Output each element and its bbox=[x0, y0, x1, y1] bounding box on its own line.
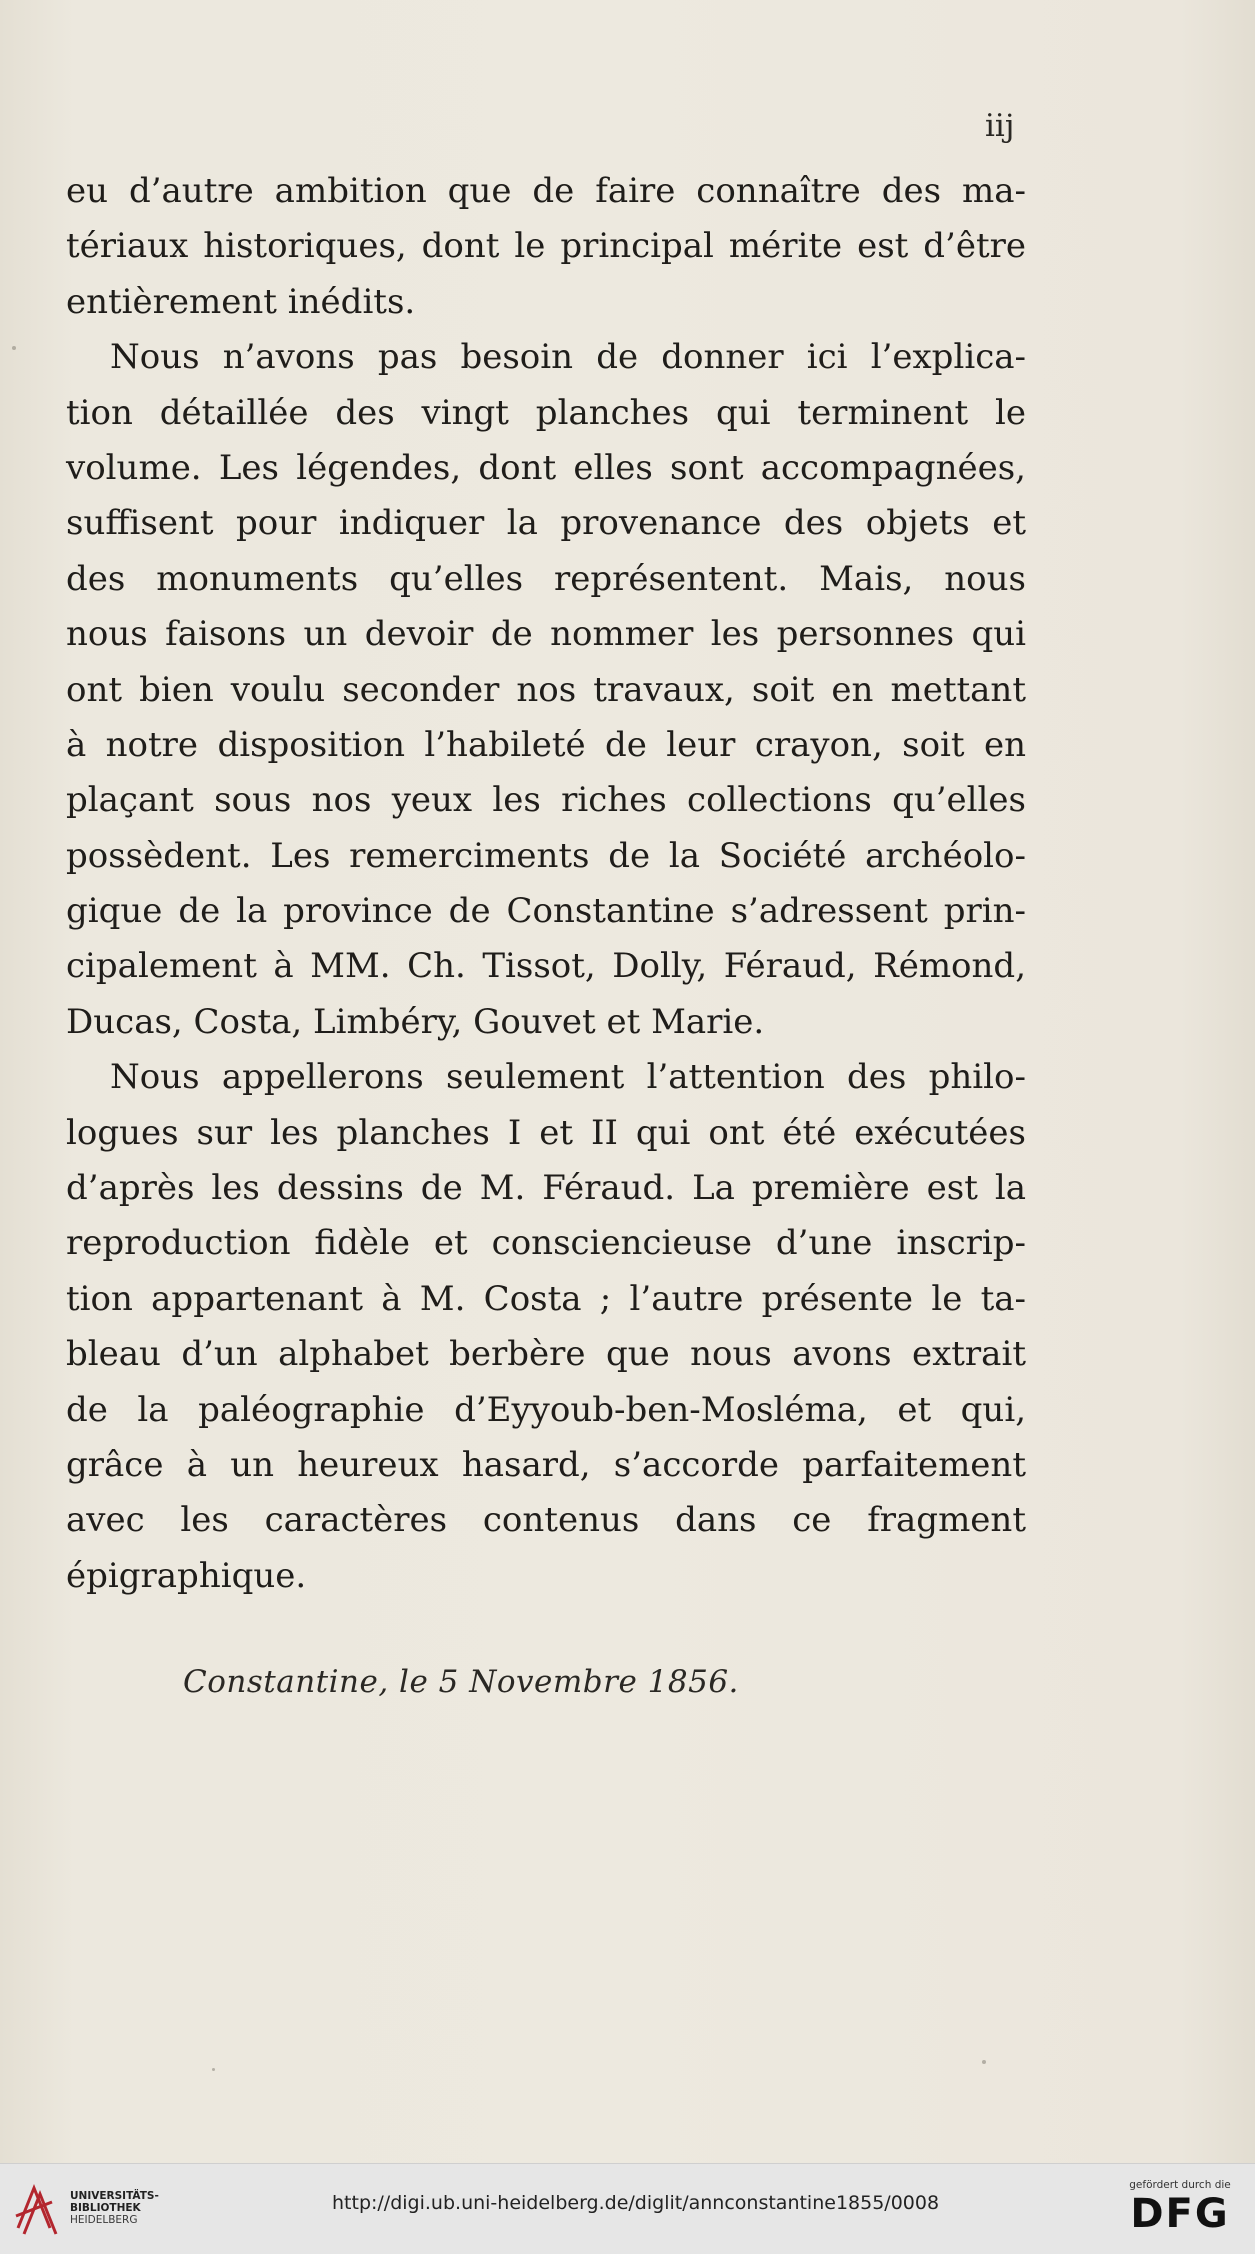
place-date-signature: Constantine, le 5 Novembre 1856. bbox=[183, 1664, 739, 1700]
text-line: tion appartenant à M. Costa ; l’autre présente le ta- bbox=[66, 1278, 1026, 1319]
text-line: reproduction fidèle et consciencieuse d’une inscrip- bbox=[66, 1223, 1026, 1264]
library-logo-icon bbox=[12, 2180, 62, 2238]
library-name bbox=[70, 2190, 159, 2226]
text-line: d’après les dessins de M. Féraud. La première est la bbox=[66, 1168, 1026, 1209]
permalink[interactable]: http://digi.ub.uni-heidelberg.de/diglit/annconstantine1855/0008 bbox=[332, 2192, 940, 2214]
page-number: iij bbox=[985, 108, 1015, 144]
funding-credit bbox=[1115, 2178, 1245, 2236]
text-line: eu d’autre ambition que de faire connaître des ma- bbox=[66, 171, 1026, 211]
text-line: Nous n’avons pas besoin de donner ici l’explica- bbox=[110, 337, 1026, 378]
text-line: volume. Les légendes, dont elles sont accompagnées, bbox=[66, 447, 1026, 488]
text-line: Nous appellerons seulement l’attention des philo- bbox=[110, 1057, 1026, 1098]
funding-text: gefördert durch die bbox=[1129, 2179, 1231, 2191]
library-name-line: BIBLIOTHEK bbox=[70, 2202, 141, 2214]
text-line: tion détaillée des vingt planches qui terminent le bbox=[66, 392, 1026, 433]
text-line: des monuments qu’elles représentent. Mais, nous bbox=[66, 558, 1026, 599]
library-name-line: HEIDELBERG bbox=[70, 2214, 138, 2226]
text-line: possèdent. Les remerciments de la Société archéolo- bbox=[66, 835, 1026, 876]
text-line: tériaux historiques, dont le principal mérite est d’être bbox=[66, 226, 1026, 267]
text-line: cipalement à MM. Ch. Tissot, Dolly, Féraud, Rémond, bbox=[66, 946, 1026, 987]
text-line: gique de la province de Constantine s’adressent prin- bbox=[66, 891, 1026, 932]
paper-speck bbox=[212, 2068, 215, 2071]
text-line: ont bien voulu seconder nos travaux, soit en mettant bbox=[66, 669, 1026, 710]
body-text bbox=[66, 164, 1026, 1604]
footer-bar bbox=[0, 2163, 1255, 2254]
paper-speck bbox=[982, 2060, 986, 2064]
text-line: plaçant sous nos yeux les riches collections qu’elles bbox=[66, 780, 1026, 821]
text-line: suffisent pour indiquer la provenance des objets et bbox=[66, 503, 1026, 544]
paper-speck bbox=[12, 346, 16, 350]
text-line: à notre disposition l’habileté de leur crayon, soit en bbox=[66, 724, 1026, 765]
text-line: logues sur les planches I et II qui ont été exécutées bbox=[66, 1112, 1026, 1153]
text-line: grâce à un heureux hasard, s’accorde parfaitement bbox=[66, 1444, 1026, 1485]
text-line: entièrement inédits. bbox=[66, 281, 416, 322]
text-line: de la paléographie d’Eyyoub-ben-Mosléma, et qui, bbox=[66, 1389, 1026, 1430]
text-line: bleau d’un alphabet berbère que nous avons extrait bbox=[66, 1334, 1026, 1375]
dfg-logo: DFG bbox=[1130, 2191, 1230, 2237]
text-line: Ducas, Costa, Limbéry, Gouvet et Marie. bbox=[66, 1001, 765, 1042]
text-line: épigraphique. bbox=[66, 1555, 307, 1596]
text-line: nous faisons un devoir de nommer les personnes qui bbox=[66, 614, 1026, 655]
text-line: avec les caractères contenus dans ce fragment bbox=[66, 1500, 1026, 1541]
library-name-line: UNIVERSITÄTS- bbox=[70, 2190, 159, 2202]
